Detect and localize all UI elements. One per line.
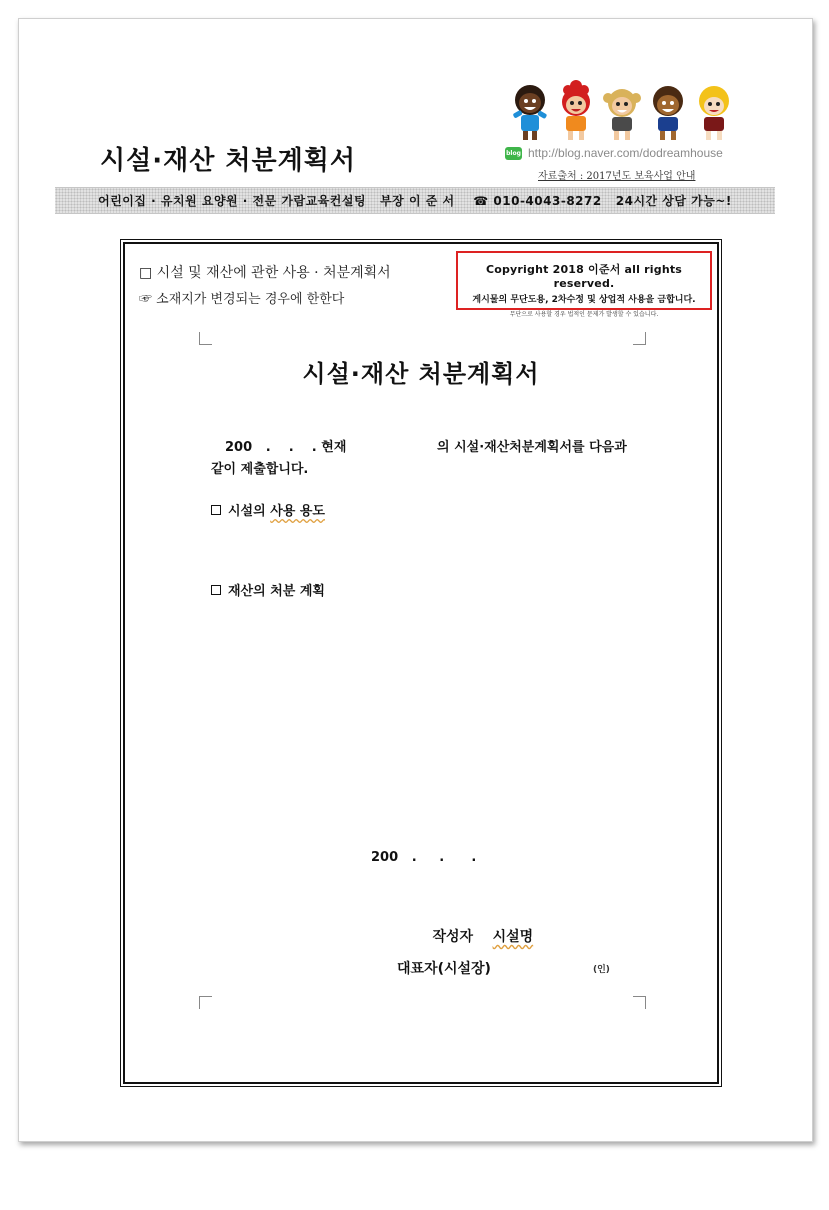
section-asset-disposal	[211, 580, 325, 599]
form-note-line2: ☞ 소재지가 변경되는 경우에 한한다	[139, 292, 345, 307]
crop-mark-bottom-left	[199, 996, 212, 1009]
form-document	[123, 242, 719, 1084]
checkbox-square-icon	[211, 505, 221, 515]
kids-illustration	[508, 78, 738, 142]
crop-mark-top-left	[199, 332, 212, 345]
contact-banner	[55, 187, 775, 214]
crop-mark-top-right	[633, 332, 646, 345]
checkbox-square-icon	[211, 585, 221, 595]
author-label: 작성자	[432, 929, 474, 945]
kid-4	[653, 86, 683, 140]
blog-url[interactable]: http://blog.naver.com/dodreamhouse	[528, 146, 723, 160]
kid-3	[603, 89, 641, 140]
section2-label: 재산의 처분 계획	[228, 584, 325, 599]
seal-mark: (인)	[593, 965, 610, 975]
facility-name-label: 시설명	[492, 929, 534, 945]
copyright-line2: 게시물의 무단도용, 2차수정 및 상업적 사용을 금합니다.	[472, 295, 696, 305]
submission-date: 200 . . . 현재	[225, 440, 347, 455]
kid-2	[562, 80, 590, 140]
source-note: 자료출처 : 2017년도 보육사업 안내	[538, 171, 696, 182]
submission-text-line2: 같이 제출합니다.	[211, 462, 309, 477]
representative-label: 대표자(시설장)	[397, 961, 491, 977]
copyright-line3: 무단으로 사용할 경우 법적인 문제가 발생할 수 있습니다.	[509, 311, 659, 318]
section1-prefix: 시설의	[228, 504, 271, 519]
form-note-line1: □ 시설 및 재산에 관한 사용 · 처분계획서	[139, 265, 391, 281]
submission-text: 의 시설·재산처분계획서를 다음과	[437, 440, 627, 455]
copyright-line1: Copyright 2018 이준서 all rights reserved.	[485, 263, 683, 290]
banner-text: 어린이집 · 유치원 요양원 · 전문 가람교육컨설팅 부장 이 준 서 ☎ 010-4043-8272 24시간 상담 가능~!	[98, 194, 732, 208]
section1-word: 사용 용도	[270, 504, 325, 519]
signature-date: 200 . . .	[371, 850, 477, 865]
kid-1	[513, 85, 548, 140]
kid-5	[699, 86, 729, 140]
crop-mark-bottom-right	[633, 996, 646, 1009]
blog-icon: blog	[505, 147, 522, 160]
blog-link-row[interactable]	[505, 146, 723, 160]
section-facility-use	[211, 500, 325, 519]
page-title: 시설·재산 처분계획서	[100, 146, 356, 176]
copyright-box	[456, 251, 712, 318]
author-line	[413, 910, 533, 962]
document-title: 시설·재산 처분계획서	[302, 360, 540, 388]
